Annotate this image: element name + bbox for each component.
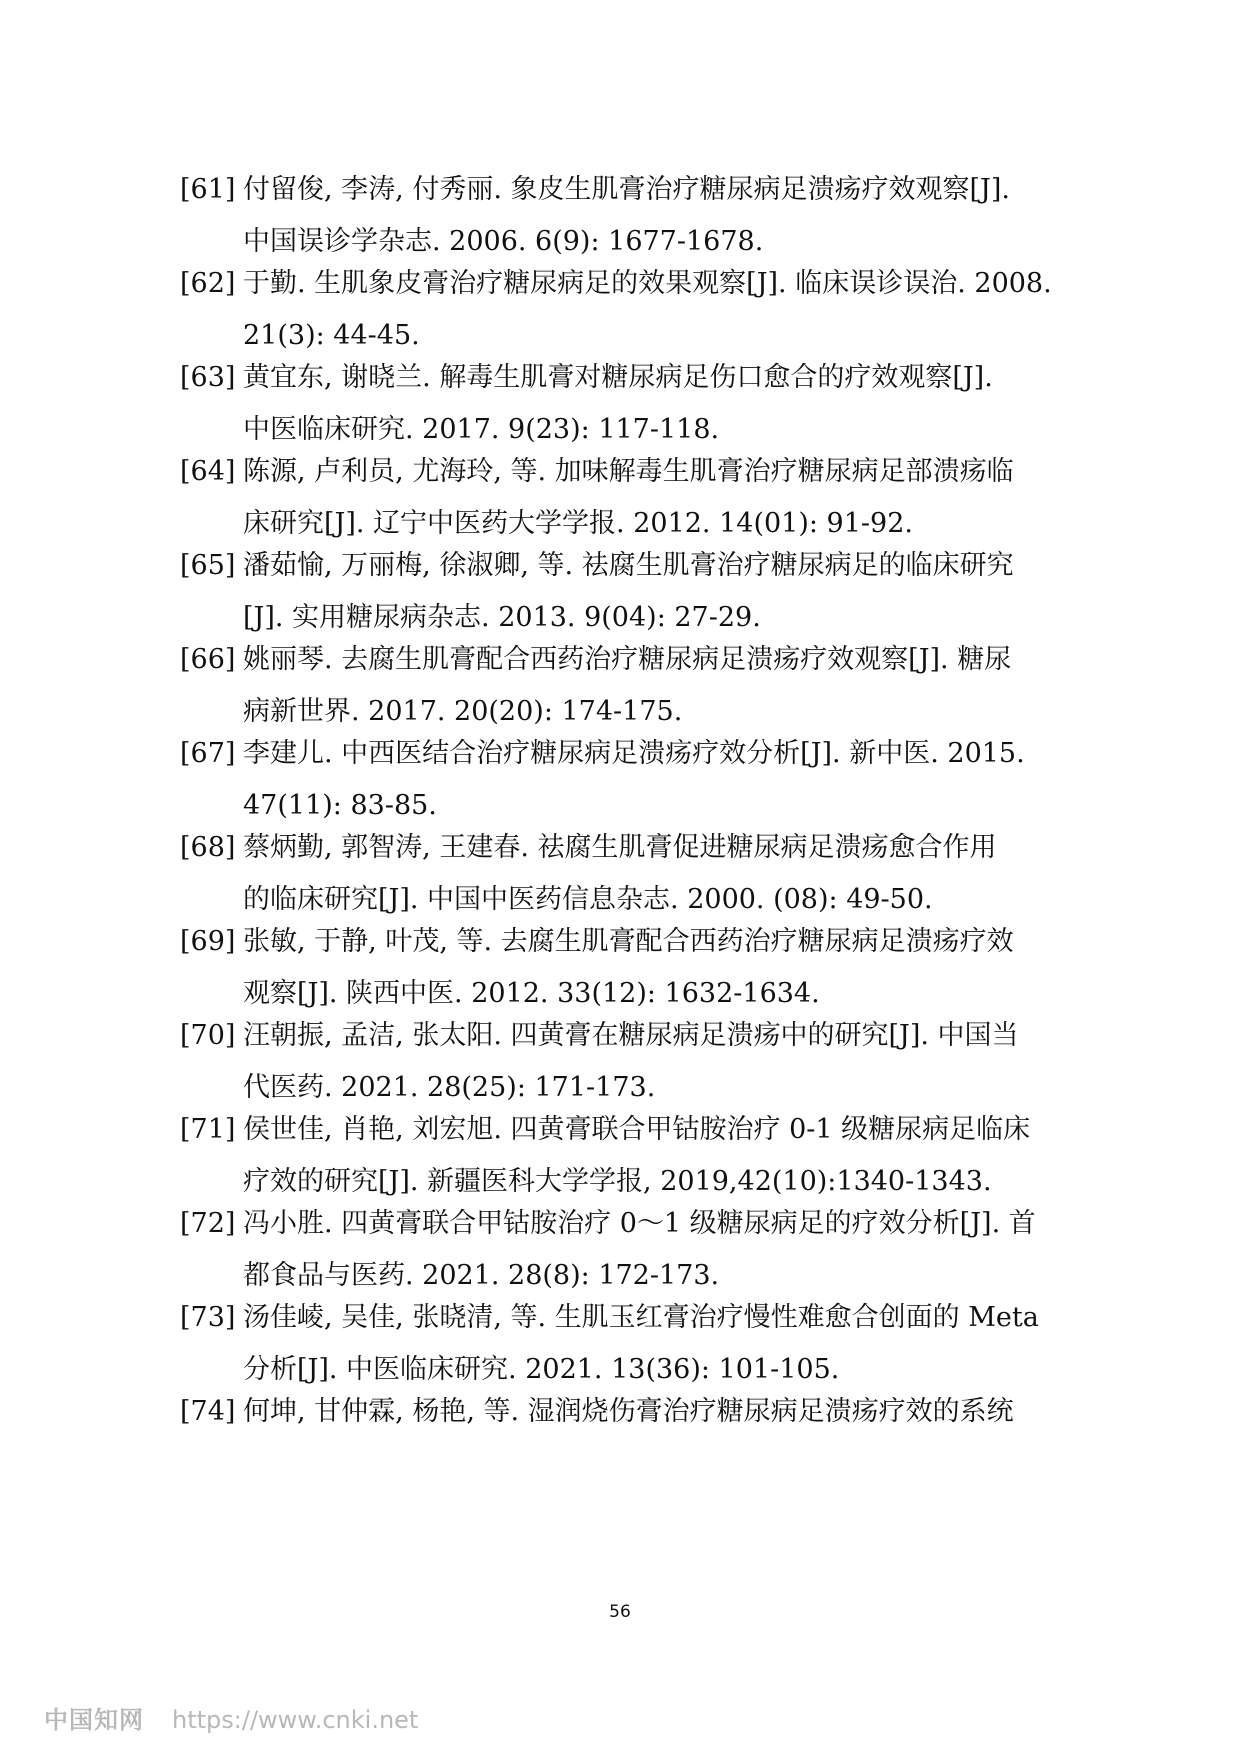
reference-number: [72] (180, 1208, 236, 1239)
reference-text: 潘茹愉, 万丽梅, 徐淑卿, 等. 祛腐生肌膏治疗糖尿病足的临床研究 (243, 550, 1014, 581)
reference-number: [70] (180, 1020, 236, 1051)
reference-number: [61] (180, 174, 236, 205)
reference-text-continued: 21(3): 44-45. (243, 320, 420, 351)
reference-text-continued: 疗效的研究[J]. 新疆医科大学学报, 2019,42(10):1340-1343. (243, 1166, 992, 1197)
reference-text: 冯小胜. 四黄膏联合甲钴胺治疗 0～1 级糖尿病足的疗效分析[J]. 首 (243, 1208, 1036, 1239)
cnki-logo: 中国知网 (44, 1706, 144, 1734)
reference-number: [67] (180, 738, 236, 769)
reference-text-continued: 中国误诊学杂志. 2006. 6(9): 1677-1678. (243, 226, 764, 257)
reference-text-continued: 的临床研究[J]. 中国中医药信息杂志. 2000. (08): 49-50. (243, 884, 933, 915)
reference-text: 张敏, 于静, 叶茂, 等. 去腐生肌膏配合西药治疗糖尿病足溃疡疗效 (243, 926, 1014, 957)
reference-text-continued: 中医临床研究. 2017. 9(23): 117-118. (243, 414, 720, 445)
reference-text: 黄宜东, 谢晓兰. 解毒生肌膏对糖尿病足伤口愈合的疗效观察[J]. (243, 362, 993, 393)
reference-number: [63] (180, 362, 236, 393)
reference-text-continued: 观察[J]. 陕西中医. 2012. 33(12): 1632-1634. (243, 978, 820, 1009)
page-number: 56 (609, 1602, 631, 1622)
reference-number: [64] (180, 456, 236, 487)
reference-text-continued: 床研究[J]. 辽宁中医药大学学报. 2012. 14(01): 91-92. (243, 508, 913, 539)
reference-number: [68] (180, 832, 236, 863)
reference-text-continued: 分析[J]. 中医临床研究. 2021. 13(36): 101-105. (243, 1354, 840, 1385)
reference-text: 于勤. 生肌象皮膏治疗糖尿病足的效果观察[J]. 临床误诊误治. 2008. (243, 268, 1052, 299)
cnki-watermark (44, 1700, 418, 1735)
reference-text-continued: 都食品与医药. 2021. 28(8): 172-173. (243, 1260, 720, 1291)
reference-text: 汪朝振, 孟洁, 张太阳. 四黄膏在糖尿病足溃疡中的研究[J]. 中国当 (243, 1020, 1019, 1051)
watermark-url: https://www.cnki.net (172, 1706, 419, 1734)
reference-number: [62] (180, 268, 236, 299)
reference-number: [65] (180, 550, 236, 581)
reference-text-continued: 代医药. 2021. 28(25): 171-173. (243, 1072, 656, 1103)
reference-text-continued: [J]. 实用糖尿病杂志. 2013. 9(04): 27-29. (243, 602, 761, 633)
reference-number: [69] (180, 926, 236, 957)
reference-number: [73] (180, 1302, 236, 1333)
reference-number: [66] (180, 644, 236, 675)
reference-text: 李建儿. 中西医结合治疗糖尿病足溃疡疗效分析[J]. 新中医. 2015. (243, 738, 1025, 769)
reference-text: 蔡炳勤, 郭智涛, 王建春. 祛腐生肌膏促进糖尿病足溃疡愈合作用 (243, 832, 997, 863)
reference-text: 侯世佳, 肖艳, 刘宏旭. 四黄膏联合甲钴胺治疗 0-1 级糖尿病足临床 (243, 1114, 1031, 1145)
reference-text: 陈源, 卢利员, 尤海玲, 等. 加味解毒生肌膏治疗糖尿病足部溃疡临 (243, 456, 1014, 487)
reference-text-continued: 病新世界. 2017. 20(20): 174-175. (243, 696, 683, 727)
reference-text: 姚丽琴. 去腐生肌膏配合西药治疗糖尿病足溃疡疗效观察[J]. 糖尿 (243, 644, 1012, 675)
reference-number: [74] (180, 1396, 236, 1427)
reference-text-continued: 47(11): 83-85. (243, 790, 437, 821)
reference-number: [71] (180, 1114, 236, 1145)
reference-text: 汤佳崚, 吴佳, 张晓清, 等. 生肌玉红膏治疗慢性难愈合创面的 Meta (243, 1302, 1039, 1333)
reference-text: 付留俊, 李涛, 付秀丽. 象皮生肌膏治疗糖尿病足溃疡疗效观察[J]. (243, 174, 1010, 205)
reference-text: 何坤, 甘仲霖, 杨艳, 等. 湿润烧伤膏治疗糖尿病足溃疡疗效的系统 (243, 1396, 1014, 1427)
